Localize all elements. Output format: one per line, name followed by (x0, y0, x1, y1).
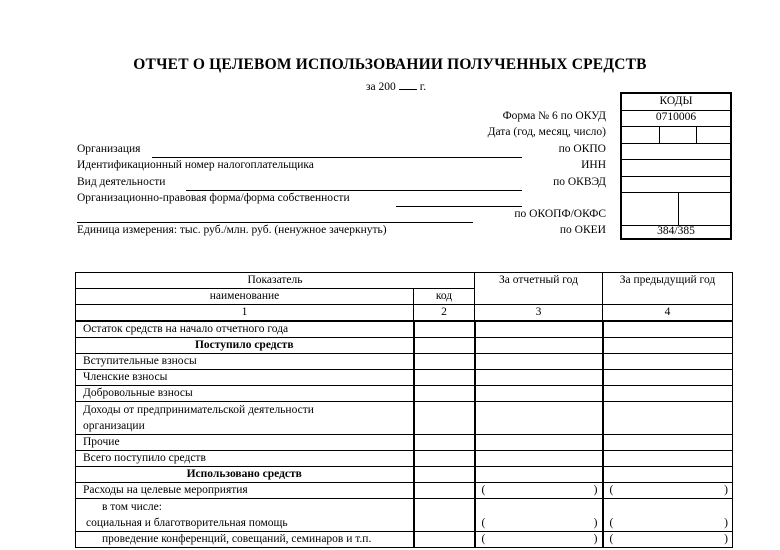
period-suffix: г. (419, 81, 427, 93)
value-cell[interactable] (475, 483, 603, 499)
legal-form-field[interactable] (396, 206, 522, 207)
row-label-line-2: организации (83, 420, 145, 432)
indicator-header: Показатель (76, 273, 475, 289)
funds-table (75, 272, 733, 548)
code-cell[interactable] (414, 451, 475, 467)
code-cell[interactable] (414, 499, 475, 532)
activity-label: Вид деятельности (77, 176, 166, 188)
value-cell[interactable] (603, 483, 733, 499)
value-cell[interactable] (475, 370, 603, 386)
row-label: проведение конференций, совещаний, семинаров и т.п. (76, 532, 414, 548)
value-cell[interactable] (603, 370, 733, 386)
row-label (76, 402, 414, 435)
code-cell[interactable] (414, 386, 475, 402)
row-label: Всего поступило средств (76, 451, 414, 467)
okved-label: по ОКВЭД (553, 176, 606, 188)
paren-close: ) (724, 533, 728, 545)
table-row (76, 402, 733, 435)
table-row (76, 532, 733, 548)
form-okud-label: Форма № 6 по ОКУД (502, 110, 606, 122)
value-cell[interactable] (603, 451, 733, 467)
paren-open: ( (481, 533, 486, 545)
okei-label: по ОКЕИ (559, 224, 606, 236)
value-cell[interactable] (603, 402, 733, 435)
code-header: код (414, 289, 475, 305)
okopf-label: по ОКОПФ/ОКФС (514, 208, 606, 220)
code-cell[interactable] (414, 435, 475, 451)
table-row (76, 370, 733, 386)
legal-form-label: Организационно-правовая форма/форма собственности (77, 192, 350, 204)
col-num-1: 1 (76, 305, 414, 322)
paren-close: ) (724, 517, 728, 529)
code-cell[interactable] (414, 483, 475, 499)
date-label: Дата (год, месяц, число) (487, 126, 606, 138)
value-cell[interactable] (603, 532, 733, 548)
value-cell[interactable] (475, 499, 603, 532)
okpo-label: по ОКПО (558, 143, 606, 155)
table-row (76, 499, 733, 532)
legal-form-field-2[interactable] (77, 222, 473, 223)
value-cell[interactable] (475, 451, 603, 467)
value-cell[interactable] (603, 354, 733, 370)
value-cell[interactable] (475, 386, 603, 402)
codes-header: КОДЫ (659, 95, 693, 107)
code-cell[interactable] (414, 532, 475, 548)
paren-close: ) (593, 484, 598, 496)
codes-box (620, 92, 732, 240)
row-label (76, 499, 414, 532)
previous-year-header: За предыдущий год (603, 273, 733, 305)
row-label: Прочие (76, 435, 414, 451)
code-cell[interactable] (414, 402, 475, 435)
inn-name-label: Идентификационный номер налогоплательщика (77, 159, 314, 171)
col-num-2: 2 (414, 305, 475, 322)
report-period (366, 79, 426, 93)
code-cell[interactable] (414, 370, 475, 386)
year-blank[interactable] (399, 79, 417, 90)
table-row (76, 321, 733, 338)
col-num-3: 3 (475, 305, 603, 322)
inn-label: ИНН (581, 159, 606, 171)
organization-label: Организация (77, 143, 141, 155)
paren-open: ( (609, 517, 614, 529)
value-cell[interactable] (475, 435, 603, 451)
value-cell[interactable] (475, 354, 603, 370)
value-cell[interactable] (603, 499, 733, 532)
paren-open: ( (609, 533, 614, 545)
period-prefix: за 200 (366, 81, 396, 93)
organization-field[interactable] (152, 157, 522, 158)
paren-close: ) (724, 484, 728, 496)
current-year-header: За отчетный год (475, 273, 603, 305)
value-cell[interactable] (475, 338, 603, 354)
paren-close: ) (593, 533, 598, 545)
value-cell[interactable] (475, 467, 603, 483)
row-label-line-1: в том числе: (102, 501, 162, 513)
row-label-line-2: социальная и благотворительная помощь (86, 517, 288, 529)
code-cell[interactable] (414, 321, 475, 338)
okei-code: 384/385 (657, 225, 695, 237)
row-label: Расходы на целевые мероприятия (76, 483, 414, 499)
row-label: Остаток средств на начало отчетного года (76, 321, 414, 338)
value-cell[interactable] (603, 467, 733, 483)
row-label-line-1: Доходы от предпринимательской деятельности (83, 404, 314, 416)
row-label: Поступило средств (76, 338, 414, 354)
table-row (76, 483, 733, 499)
row-label: Вступительные взносы (76, 354, 414, 370)
activity-field[interactable] (186, 190, 522, 191)
row-label: Добровольные взносы (76, 386, 414, 402)
report-title: ОТЧЕТ О ЦЕЛЕВОМ ИСПОЛЬЗОВАНИИ ПОЛУЧЕННЫХ СРЕДСТВ (133, 56, 647, 73)
name-header: наименование (76, 289, 414, 305)
unit-label: Единица измерения: тыс. руб./млн. руб. (ненужное зачеркнуть) (77, 224, 387, 236)
paren-open: ( (481, 484, 486, 496)
paren-open: ( (609, 484, 614, 496)
value-cell[interactable] (603, 338, 733, 354)
paren-close: ) (593, 517, 598, 529)
table-row (76, 451, 733, 467)
value-cell[interactable] (603, 321, 733, 338)
table-row (76, 435, 733, 451)
table-row (76, 338, 733, 354)
row-label: Использовано средств (76, 467, 414, 483)
value-cell[interactable] (603, 435, 733, 451)
value-cell[interactable] (603, 386, 733, 402)
col-num-4: 4 (603, 305, 733, 322)
code-cell[interactable] (414, 354, 475, 370)
value-cell[interactable] (475, 321, 603, 338)
code-cell[interactable] (414, 338, 475, 354)
code-cell[interactable] (414, 467, 475, 483)
paren-open: ( (481, 517, 486, 529)
value-cell[interactable] (475, 402, 603, 435)
table-row (76, 386, 733, 402)
okud-code: 0710006 (655, 111, 697, 123)
value-cell[interactable] (475, 532, 603, 548)
table-row (76, 354, 733, 370)
table-row (76, 467, 733, 483)
row-label: Членские взносы (76, 370, 414, 386)
